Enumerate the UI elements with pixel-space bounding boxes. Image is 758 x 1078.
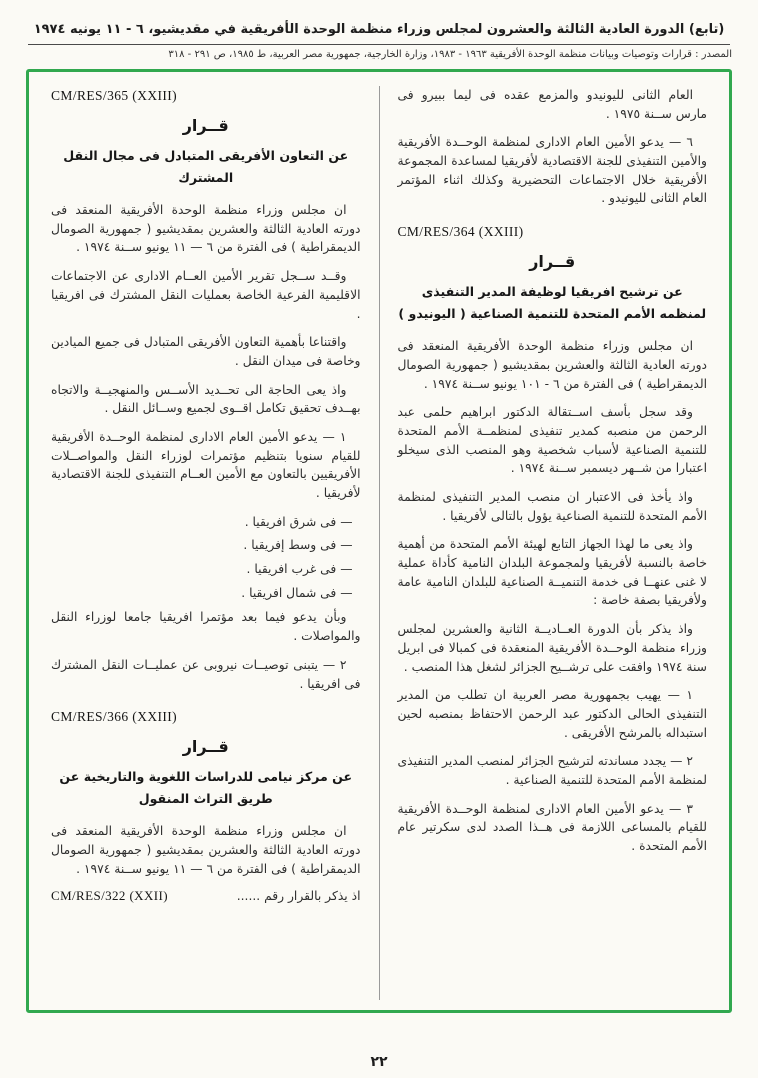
resolution-number: CM/RES/365 (XXIII) [51,88,178,103]
paragraph: ٦ — يدعو الأمين العام الادارى لمنظمة الوحــدة الأفريقية والأمين التنفيذى للجنة الاقتصادية لأفريقيا لمساعدة المجموعة الأفريقية خلال الاجتماعات التحضيرية وكذلك اثناء المؤتمر العام الثانى لليونيدو . [397,135,707,206]
paragraph: ١ — يدعو الأمين العام الادارى لمنظمة الوحــدة الأفريقية للقيام سنويا بتنظيم مؤتمرات لوزراء النقل والمواصــلات الأفريقيين بالتعاون مع الأمين العــام التنفيذى للجنة الاقتصادية لأفريقيا . [51,429,361,500]
column-left [33,86,379,1000]
paragraph: وقــد ســجل تقرير الأمين العــام الادارى عن الاجتماعات الاقليمية الفرعية الخاصة بعمليات النقل المشترك فى افريقيا . [51,269,361,321]
paragraph: ١ — يهيب بجمهورية مصر العربية ان تطلب من المدير التنفيذى الحالى الدكتور عبد الرحمن الاحتفاظ بمنصبه لحين استبداله بالمرشح الأفريقى . [397,688,707,740]
paragraph: واذ يعى الحاجة الى تحــديد الأســس والمنهجيــة والاتجاه بهــدف تحقيق تكامل اقــوى لجميع وســائل النقل . [51,382,361,416]
paragraph: واذ يعى ما لهذا الجهاز التابع لهيئة الأمم المتحدة من أهمية خاصة بالنسبة لأفريقيا ولمجموعة البلدان النامية كأداة عملية لا غنى عنهــا فى خدمة التنميــة الصناعية للبلدان النامية عامة ولأفريقيا بصفة خاصة : [397,537,707,608]
paragraph: ان مجلس وزراء منظمة الوحدة الأفريقية المنعقد فى دورته العادية الثالثة والعشرين بمقديشيو ( جمهورية الصومال الديمقراطية ) فى الفترة من ٦ — ١١ يونيو ســنة ١٩٧٤ . [51,203,361,255]
paragraph: واقتناعا بأهمية التعاون الأفريقى المتبادل فى جميع الميادين وخاصة فى ميدان النقل . [51,335,361,368]
reference-text: اذ يذكر بالقرار رقم ...... [236,889,361,904]
paragraph: وبأن يدعو فيما بعد مؤتمرا افريقيا جامعا لوزراء النقل والمواصلات . [51,610,361,644]
paragraph: ان مجلس وزراء منظمة الوحدة الأفريقية المنعقد فى دورته العادية الثالثة والعشرين بمقديشيو ( جمهورية الصومال الديمقراطية ) فى الفترة من ٦ - ١٠١ يونيو ســنة ١٩٧٤ . [397,339,707,391]
resolution-subtitle: عن ترشيح افريقيا لوظيفة المدير التنفيذى لمنظمه الأمم المتحدة للتنمية الصناعية ( اليونيدو ) [398,284,707,322]
column-divider [379,86,380,1000]
paragraph: ان مجلس وزراء منظمة الوحدة الأفريقية المنعقد فى دورته العادية الثالثة والعشرين بمقديشيو ( جمهورية الصومال الديمقراطية ) فى الفترة من ٦ — ١١ يونيو ســنة ١٩٧٤ . [51,824,361,876]
resolution-title: قــرار [182,116,229,135]
paragraph: العام الثانى لليونيدو والمزمع عقده فى ليما ببيرو فى مارس ســنة ١٩٧٥ . [397,88,707,121]
paragraph: ٢ — يتبنى توصيــات نيروبى عن عمليــات النقل المشترك فى افريقيا . [51,657,361,691]
paragraph: وقد سجل بأسف اســتقالة الدكتور ابراهيم حلمى عبد الرحمن من منصبه كمدير تنفيذى لمنظمــة الأمم المتحدة للتنمية الصناعية لأسباب شخصية وهو المنصب الذى سيخلو اعتبارا من شــهر ديسمبر ســنة ١٩٧٤ . [397,405,707,476]
source-line: المصدر : قرارات وتوصيات وبيانات منظمة الوحدة الأفريقية ١٩٦٣ - ١٩٨٣، وزارة الخارجية، جمهورية مصر العربية، ط ١٩٨٥، ص ٢٩١ - ٣١٨ [168,49,732,60]
list-item: — فى غرب افريقيا . [246,562,353,577]
page-header [0,0,758,60]
columns-container [33,86,725,1000]
paragraph: ٢ — يجدد مساندته لترشيح الجزائر لمنصب المدير التنفيذى لمنظمة الأمم المتحدة للتنمية الصناعية . [397,754,707,787]
paragraph: ٣ — يدعو الأمين العام الادارى لمنظمة الوحــدة الأفريقية للقيام بالمساعى اللازمة فى هــذا الصدد لدى سكرتير عام الأمم المتحدة . [397,801,707,853]
content-border-box [26,69,732,1013]
resolution-subtitle: عن التعاون الأفريقى المتبادل فى مجال النقل المشترك [63,148,349,186]
list-item: — فى شرق افريقيا . [244,514,353,529]
reference-line [51,888,361,904]
page-number: ٢٢ [370,1054,388,1070]
column-right [380,86,726,1000]
paragraph: واذ يذكر بأن الدورة العــاديــة الثانية والعشرين لمجلس وزراء منظمة الوحــدة الأفريقية المنعقدة فى كمبالا فى ابريل سنة ١٩٧٤ وافقت على ترشــيح الجزائر لشغل هذا المنصب . [397,622,707,674]
header-rule [28,44,730,45]
list-item: — فى شمال افريقيا . [241,585,353,600]
resolution-number: CM/RES/364 (XXIII) [397,224,524,240]
resolution-subtitle: عن مركز نيامى للدراسات اللغوية والتاريخية عن طريق التراث المنقول [59,769,353,807]
paragraph: واذ يأخذ فى الاعتبار ان منصب المدير التنفيذى لمنظمة الأمم المتحدة للتنمية الصناعية يؤول بالتالى لأفريقيا . [397,490,707,523]
list-item: — فى وسط إفريقيا . [243,538,353,553]
resolution-title: قــرار [182,737,229,757]
reference-number: CM/RES/322 (XXII) [51,888,168,904]
session-title: (تابع) الدورة العادية الثالثة والعشرون لمجلس وزراء منظمة الوحدة الأفريقية في مقديشيو، ٦ - ١١ يونيه ١٩٧٤ [33,22,725,37]
resolution-title: قــرار [529,252,576,272]
resolution-number: CM/RES/366 (XXIII) [51,709,178,725]
